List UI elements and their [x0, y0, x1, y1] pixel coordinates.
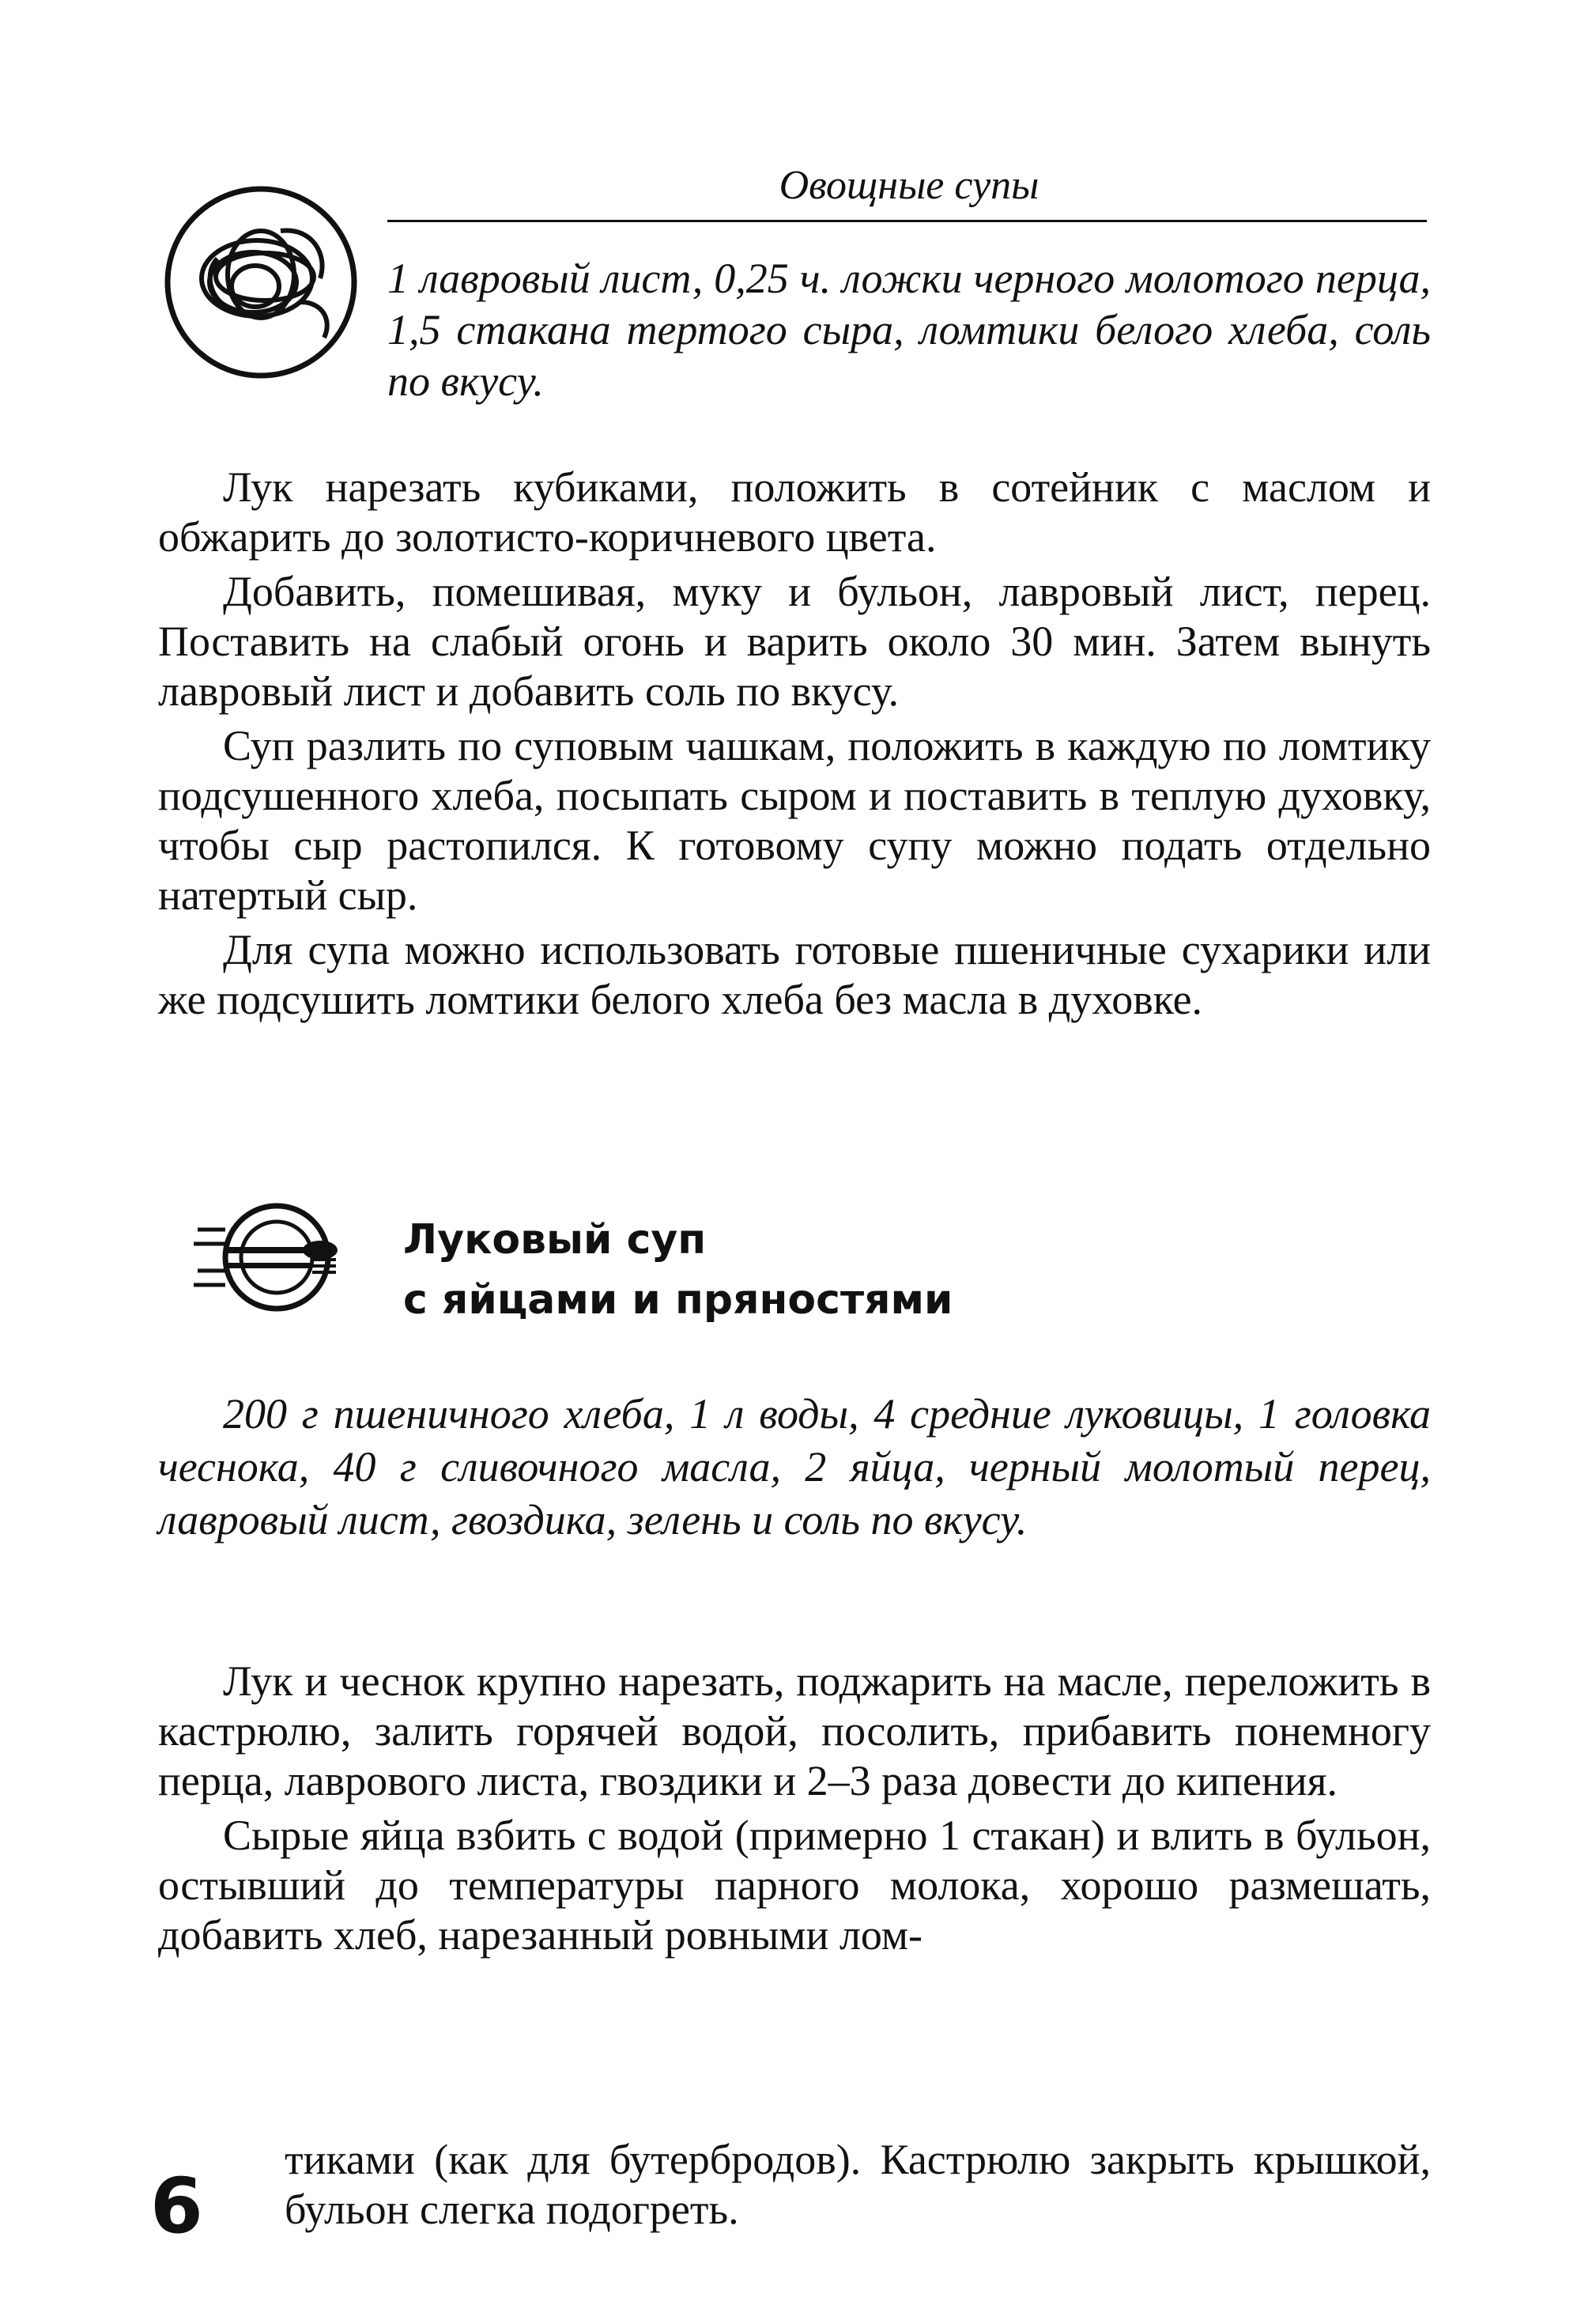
- recipe-title-line-1: Луковый суп: [403, 1216, 707, 1264]
- paragraph: Лук и чеснок крупно нарезать, поджарить на масле, переложить в кастрюлю, залить горячей водой, посолить, прибавить понемногу перца, лаврового листа, гвоздики и 2–3 раза довести до кипения.: [158, 1657, 1431, 1804]
- recipe-title: [403, 1210, 1352, 1330]
- paragraph: Лук нарезать кубиками, положить в сотейник с маслом и обжарить до золотисто-коричневого цвета.: [158, 463, 1431, 561]
- noodle-spiral-icon: [162, 183, 360, 381]
- ingredients-continuation: 1 лавровый лист, 0,25 ч. ложки черного молотого перца, 1,5 стакана тертого сыра, ломтики белого хлеба, соль по вкусу.: [387, 255, 1431, 405]
- recipe-title-line-2: с яйцами и пряностями: [403, 1276, 953, 1324]
- paragraph-continuation: тиками (как для бутербродов). Кастрюлю закрыть крышкой, бульон слегка подогреть.: [285, 2136, 1431, 2233]
- paragraph: Суп разлить по суповым чашкам, положить в каждую по ломтику подсушенного хлеба, посыпать сыром и поставить в теплую духовку, чтобы сыр растопился. К готовому супу можно подать отдельно натертый сыр.: [158, 722, 1431, 919]
- recipe-instructions-1: [158, 463, 1431, 1030]
- section-title: Овощные супы: [779, 163, 1039, 208]
- page-number: 6: [150, 2162, 203, 2250]
- header-rule: [387, 220, 1427, 222]
- recipe-ingredients: 200 г пшеничного хлеба, 1 л воды, 4 средние луковицы, 1 головка чеснока, 40 г сливочного масла, 2 яйца, черный молотый перец, лавровый лист, гвоздика, зелень и соль по вкусу.: [158, 1390, 1431, 1543]
- recipe-instructions-2: [158, 1657, 1431, 1965]
- paragraph: Добавить, помешивая, муку и бульон, лавровый лист, перец. Поставить на слабый огонь и варить около 30 мин. Затем вынуть лавровый лист и добавить соль по вкусу.: [158, 568, 1431, 715]
- paragraph: Для супа можно использовать готовые пшеничные сухарики или же подсушить ломтики белого хлеба без масла в духовке.: [158, 926, 1431, 1023]
- plate-fork-spoon-icon: [194, 1198, 344, 1317]
- paragraph: Сырые яйца взбить с водой (примерно 1 стакан) и влить в бульон, остывший до температуры парного молока, хорошо размешать, добавить хлеб, нарезанный ровными лом-: [158, 1812, 1431, 1959]
